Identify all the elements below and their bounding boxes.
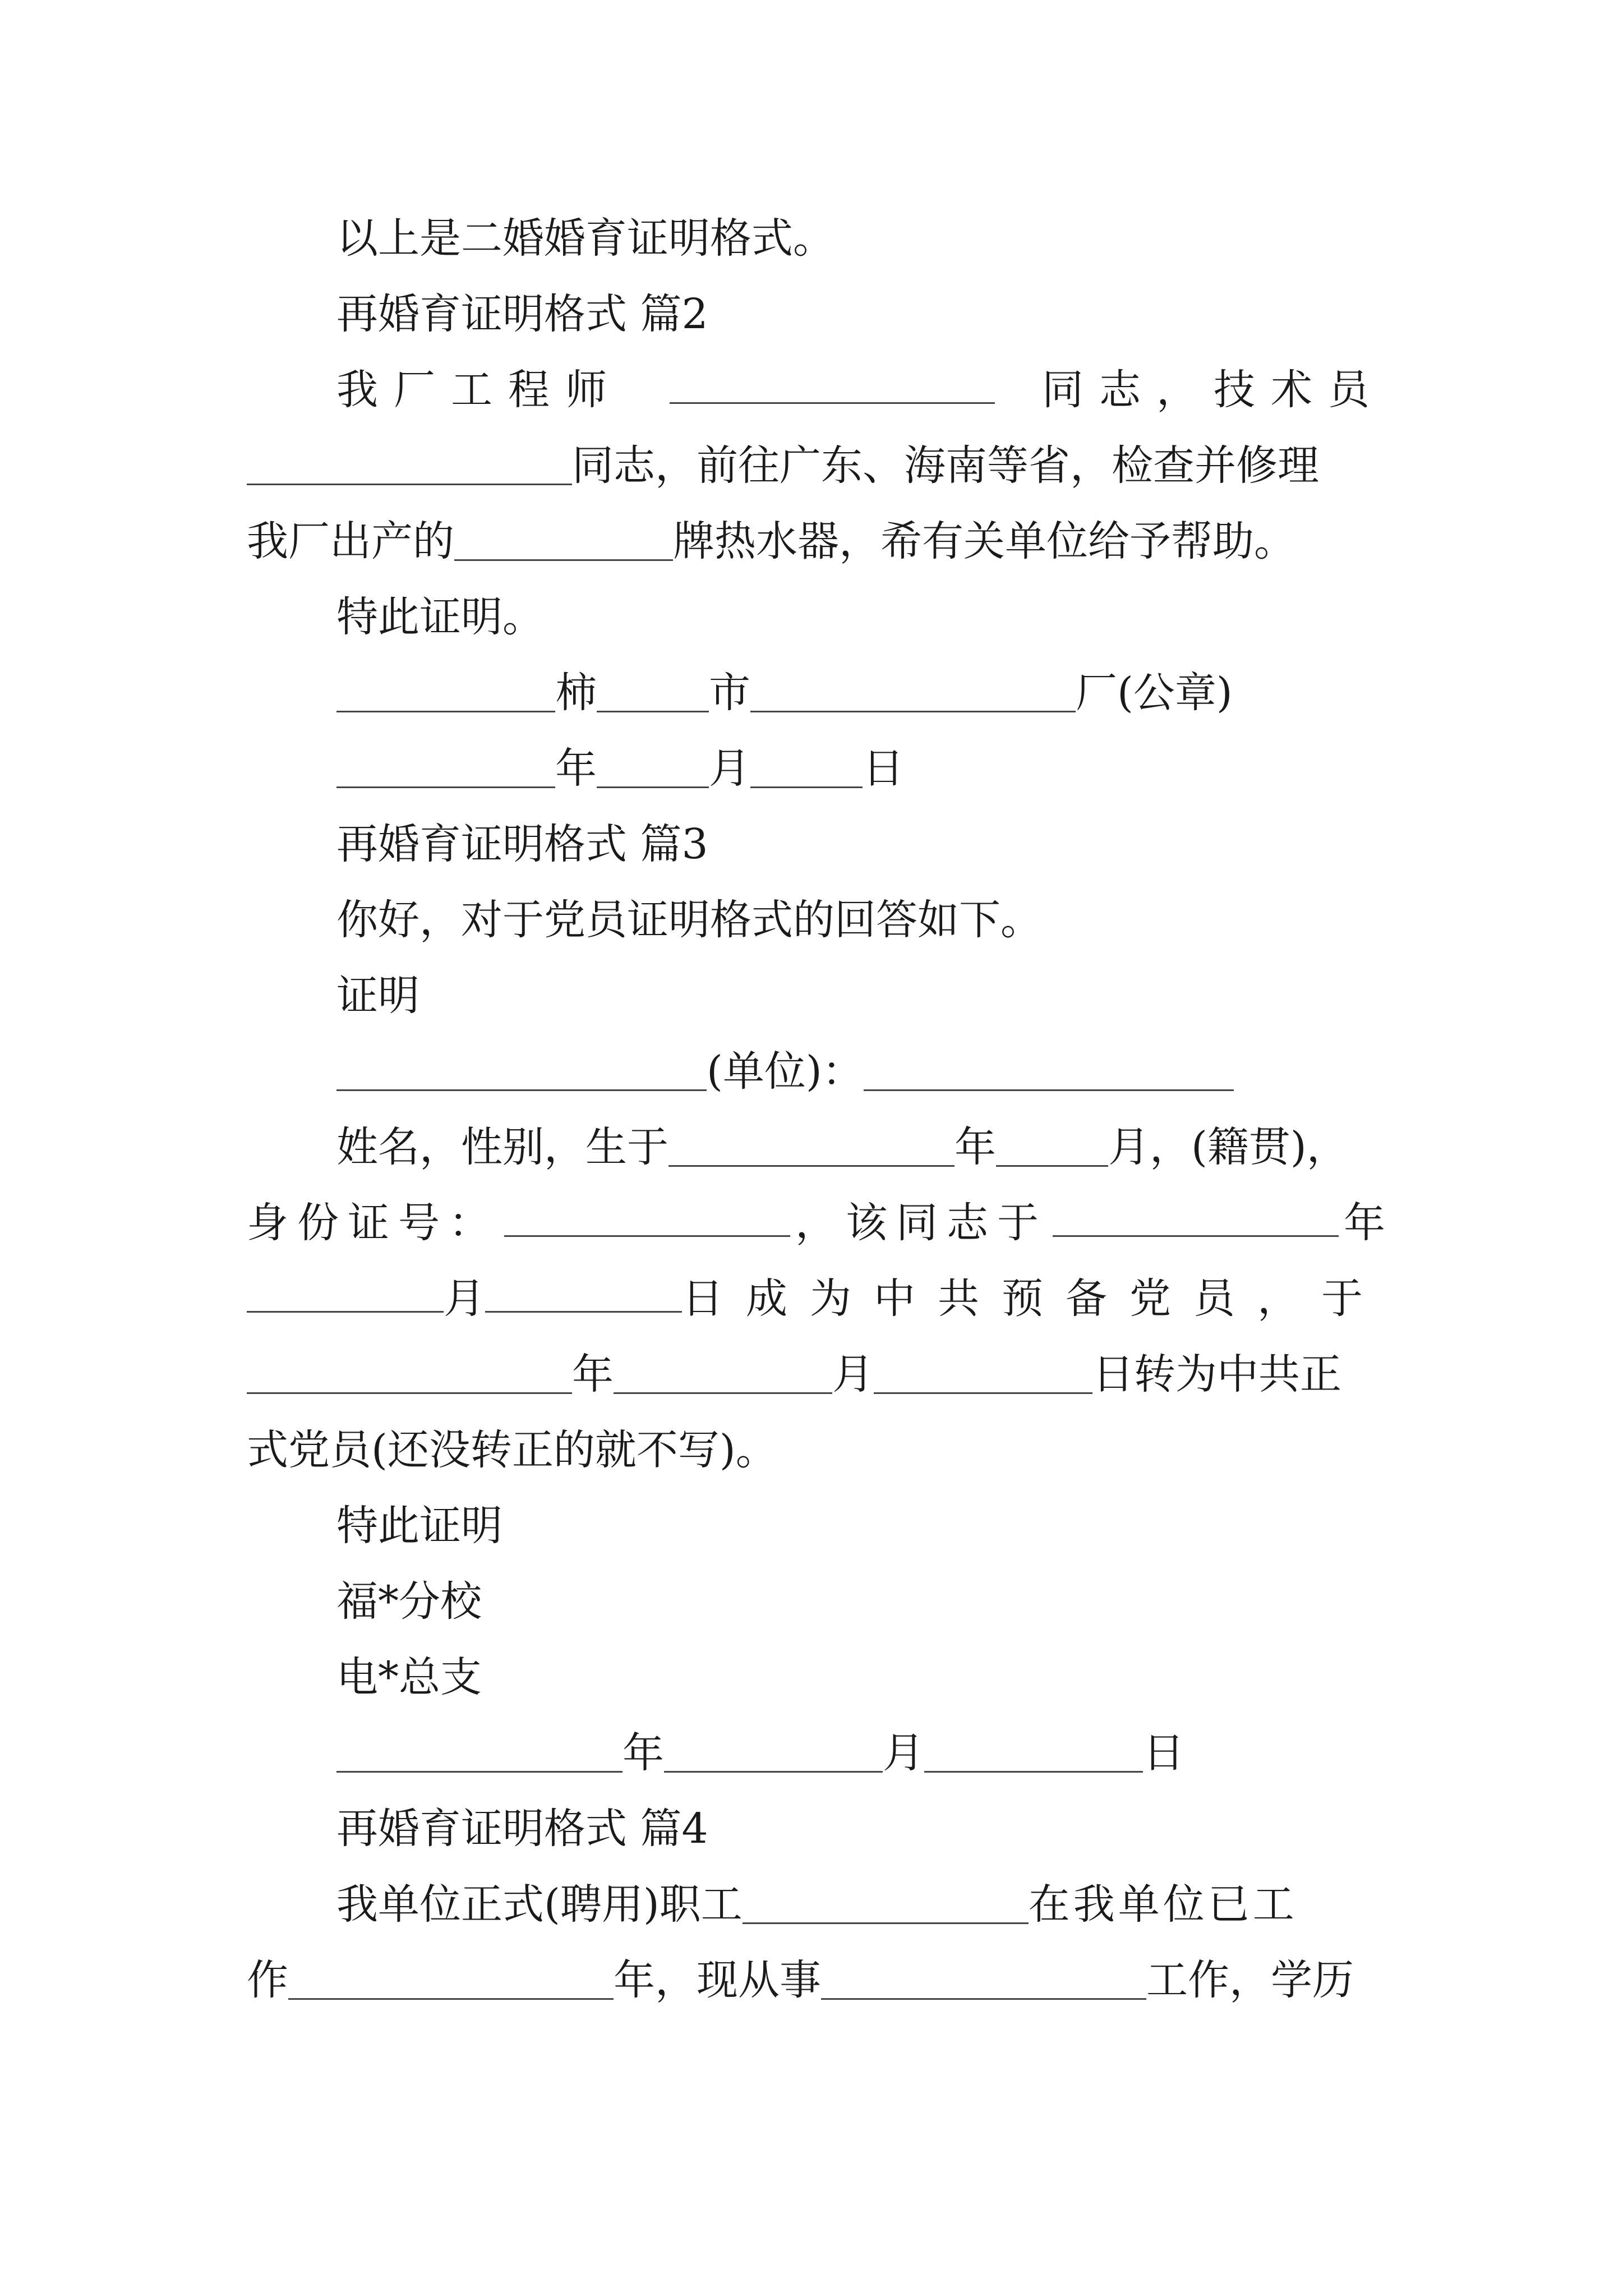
text: 年 <box>555 744 597 793</box>
text: 我单位正式(聘用)职工 <box>336 1880 743 1929</box>
text: 式党员(还没转正的就不写)。 <box>247 1426 777 1474</box>
text: 再婚育证明格式 篇3 <box>336 820 708 868</box>
paragraph-line <box>247 1495 1385 1557</box>
paragraph-line <box>247 1571 1385 1632</box>
paragraph-line <box>247 889 1385 951</box>
text: 证明 <box>336 972 419 1020</box>
section-heading <box>247 1798 1385 1860</box>
paragraph-line <box>247 510 1385 572</box>
text: 作 <box>247 1956 288 2004</box>
text: 牌热水器，希有关单位给予帮助。 <box>673 517 1295 565</box>
text: 日转为中共正 <box>1092 1350 1341 1398</box>
fill-blank <box>597 671 709 712</box>
fill-blank <box>924 1732 1143 1773</box>
paragraph-line <box>247 1874 1385 1935</box>
paragraph-line <box>247 965 1385 1027</box>
paragraph-line <box>247 1192 1385 1254</box>
text: 月，(籍贯)， <box>1108 1123 1348 1171</box>
paragraph-line <box>247 1041 1385 1102</box>
text: 以上是二婚婚育证明格式。 <box>336 214 834 263</box>
text: 月 <box>832 1350 874 1398</box>
text: 特此证明 <box>336 1502 502 1550</box>
fill-blank <box>247 1353 572 1394</box>
text: 市 <box>709 669 750 717</box>
fill-blank <box>247 1272 444 1313</box>
fill-blank <box>597 747 709 788</box>
paragraph-line <box>247 208 1385 269</box>
text: 我厂出产的 <box>247 517 454 565</box>
paragraph-line <box>247 1646 1385 1708</box>
text: 年，现从事 <box>614 1956 821 2004</box>
text: ，该同志于 <box>795 1199 1048 1247</box>
fill-blank <box>750 747 863 788</box>
fill-blank <box>288 1959 614 2000</box>
text: 月 <box>444 1274 485 1323</box>
paragraph-line <box>247 1419 1385 1481</box>
paragraph-line <box>247 1949 1385 2011</box>
fill-blank <box>664 1732 883 1773</box>
paragraph-line <box>247 359 1385 421</box>
text: 你好，对于党员证明格式的回答如下。 <box>336 896 1042 944</box>
fill-blank <box>874 1353 1092 1394</box>
text: 日 <box>863 744 904 793</box>
date-line <box>247 1722 1385 1784</box>
text: 身份证号： <box>247 1199 499 1247</box>
text: 工作，学历 <box>1146 1956 1354 2004</box>
fill-blank <box>670 363 995 404</box>
fill-blank <box>336 1732 623 1773</box>
section-heading <box>247 283 1385 345</box>
text: 姓名，性别，生于 <box>336 1123 668 1171</box>
text: 日 <box>1143 1729 1184 1777</box>
fill-blank <box>614 1353 832 1394</box>
text: 柿 <box>555 669 597 717</box>
text: 年 <box>623 1729 664 1777</box>
text: 特此证明。 <box>336 593 544 641</box>
fill-blank <box>247 444 572 485</box>
paragraph-line <box>247 1116 1385 1178</box>
text: 福*分校 <box>336 1577 482 1626</box>
section-heading <box>247 813 1385 875</box>
text: (单位)： <box>707 1047 864 1096</box>
text: 再婚育证明格式 篇2 <box>336 290 708 338</box>
fill-blank <box>504 1196 790 1237</box>
text: 年 <box>1344 1199 1385 1247</box>
text: 月 <box>883 1729 924 1777</box>
fill-blank <box>336 747 555 788</box>
text: 日成为中共预备党员，于 <box>682 1274 1385 1323</box>
fill-blank <box>454 520 673 561</box>
text: 我厂工程师 <box>336 366 623 414</box>
signature-line <box>247 662 1385 724</box>
fill-blank <box>864 1050 1234 1091</box>
paragraph-line <box>247 435 1385 496</box>
text: 年 <box>572 1350 614 1398</box>
text: 厂(公章) <box>1076 669 1233 717</box>
text: 同志，技术员 <box>1042 366 1385 414</box>
text: 月 <box>709 744 750 793</box>
paragraph-line <box>247 586 1385 648</box>
fill-blank <box>668 1126 955 1167</box>
paragraph-line <box>247 1268 1385 1329</box>
text: 同志，前往广东、海南等省，检查并修理 <box>572 441 1319 490</box>
fill-blank <box>750 671 1076 712</box>
paragraph-line <box>247 1343 1385 1405</box>
date-line <box>247 738 1385 799</box>
fill-blank <box>743 1883 1029 1924</box>
fill-blank <box>821 1959 1146 2000</box>
fill-blank <box>485 1272 682 1313</box>
fill-blank <box>336 1050 707 1091</box>
text: 年 <box>955 1123 996 1171</box>
text: 再婚育证明格式 篇4 <box>336 1805 708 1853</box>
text: 在我单位已工 <box>1028 1880 1298 1929</box>
text: 电*总支 <box>336 1653 482 1701</box>
fill-blank <box>996 1126 1108 1167</box>
fill-blank <box>336 671 555 712</box>
fill-blank <box>1053 1196 1339 1237</box>
